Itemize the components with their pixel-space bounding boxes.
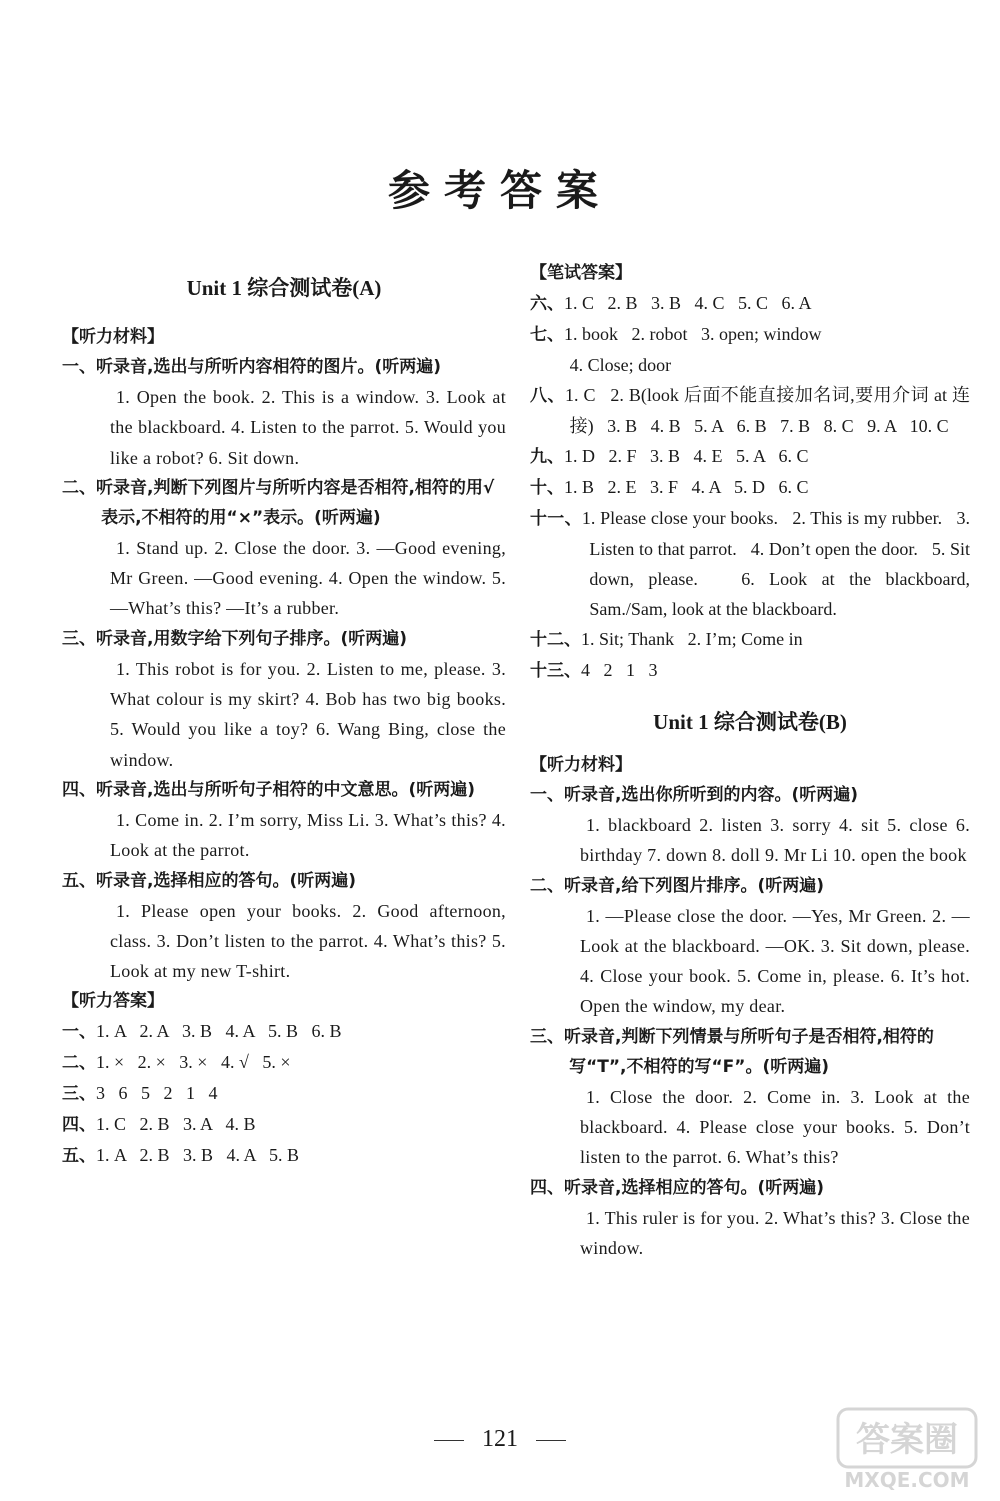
listening-question-4: [530, 1173, 970, 1264]
answer-text: 1. Sit; Thank 2. I’m; Come in: [581, 629, 803, 649]
listening-answer-label: 【听力答案】: [62, 991, 164, 1012]
question-script: 1. —Please close the door. —Yes, Mr Green. 2. —Look at the blackboard. —OK. 3. Sit down, please. 4. Close your book. 5. Come in, please. 6. It’s hot. Open the window, my dear.: [580, 905, 970, 1017]
written-answer-label: 【笔试答案】: [530, 263, 632, 283]
question-script: 1. Close the door. 2. Come in. 3. Look at the blackboard. 4. Please close your books. 5. Don’t listen to the parrot. 6. What’s this?: [580, 1086, 970, 1168]
answer-line: [62, 1109, 506, 1140]
answer-line: [530, 503, 975, 624]
listening-question-2: [530, 871, 970, 1022]
answer-line: [530, 380, 970, 441]
answer-number: 十二、: [530, 630, 581, 650]
answer-line: [530, 288, 970, 319]
question-heading: 二、听录音,给下列图片排序。(听两遍): [530, 875, 824, 896]
answer-text: 1. Please close your books. 2. This is my rubber. 3. Listen to that parrot. 4. Don’t open the door. 5. Sit down, please. 6. Look at the blackboard, Sam./Sam, look at the blackboard.: [581, 508, 975, 619]
listening-question-4: [62, 775, 506, 866]
answer-number: 四、: [62, 1115, 96, 1136]
answer-text: 1. D 2. F 3. B 4. E 5. A 6. C: [564, 446, 809, 466]
answer-text: 1. × 2. × 3. × 4. √ 5. ×: [96, 1052, 291, 1073]
answer-text: 3 6 5 2 1 4: [96, 1083, 218, 1104]
question-script: 1. This robot is for you. 2. Listen to me, please. 3. What colour is my skirt? 4. Bob has two big books. 5. Would you like a toy? 6. Wang Bing, close the window.: [110, 658, 506, 770]
answer-line: [530, 624, 970, 655]
answer-text: 4. Close; door: [569, 355, 672, 375]
page-title: 参考答案: [387, 166, 612, 215]
listening-question-3: [62, 624, 506, 775]
answer-line: [62, 1016, 506, 1047]
answer-text: 1. A 2. B 3. B 4. A 5. B: [96, 1145, 300, 1166]
watermark-logo: [832, 1405, 982, 1493]
listening-question-2: [62, 473, 506, 624]
question-heading: 四、听录音,选出与所听句子相符的中文意思。(听两遍): [62, 779, 475, 800]
answer-number: 五、: [62, 1146, 96, 1167]
answer-line: [530, 319, 970, 350]
answer-line: [530, 655, 970, 686]
watermark-site: MXQE.COM: [844, 1468, 970, 1492]
left-column: [62, 258, 506, 1171]
question-heading: 二、听录音,判断下列图片与所听内容是否相符,相符的用√表示,不相符的用“×”表示。(听两遍): [62, 477, 495, 528]
question-heading: 三、听录音,用数字给下列句子排序。(听两遍): [62, 628, 407, 649]
answer-number: 二、: [62, 1053, 96, 1074]
question-heading: 一、听录音,选出与所听内容相符的图片。(听两遍): [62, 357, 441, 377]
listening-question-1: [62, 352, 506, 473]
question-script: 1. Please open your books. 2. Good afternoon, class. 3. Don’t listen to the parrot. 4. What’s this? 5. Look at my new T-shirt.: [110, 900, 506, 982]
answer-text: 1. B 2. E 3. F 4. A 5. D 6. C: [564, 477, 809, 497]
answer-text: 1. C 2. B 3. B 4. C 5. C 6. A: [564, 293, 812, 313]
answer-line: [530, 441, 970, 472]
answer-text: 1. A 2. A 3. B 4. A 5. B 6. B: [96, 1021, 342, 1042]
answer-number: 八、: [530, 386, 565, 406]
question-heading: 一、听录音,选出你所听到的内容。(听两遍): [530, 785, 858, 805]
answer-line: [530, 472, 970, 503]
answer-line: [62, 1047, 506, 1078]
answer-number: 十一、: [530, 509, 582, 529]
answer-number: 十、: [530, 478, 564, 498]
listening-question-5: [62, 866, 506, 987]
answer-line: [62, 1140, 506, 1171]
question-script: 1. Come in. 2. I’m sorry, Miss Li. 3. What’s this? 4. Look at the parrot.: [110, 809, 506, 861]
answer-number: 一、: [62, 1022, 96, 1043]
page-number: 121: [0, 1426, 1000, 1453]
question-heading: 五、听录音,选择相应的答句。(听两遍): [62, 870, 356, 891]
answer-number: 六、: [530, 294, 564, 314]
unit-b-title: Unit 1 综合测试卷(B): [653, 710, 847, 734]
answer-text: 1. book 2. robot 3. open; window: [564, 324, 822, 344]
answer-text: 1. C 2. B 3. A 4. B: [96, 1114, 256, 1135]
question-heading: 四、听录音,选择相应的答句。(听两遍): [530, 1177, 824, 1198]
answer-number: 九、: [530, 447, 564, 467]
unit-a-title: Unit 1 综合测试卷(A): [186, 276, 382, 300]
question-heading: 三、听录音,判断下列情景与所听句子是否相符,相符的写“T”,不相符的写“F”。(听两遍): [530, 1026, 934, 1077]
question-script: 1. Open the book. 2. This is a window. 3. Look at the blackboard. 4. Listen to the parrot. 5. Would you like a robot? 6. Sit down.: [110, 387, 506, 468]
answer-line: [530, 350, 970, 380]
listening-material-label: 【听力材料】: [62, 327, 164, 347]
listening-question-3: [530, 1022, 970, 1173]
question-script: 1. Stand up. 2. Close the door. 3. —Good evening, Mr Green. —Good evening. 4. Open the window. 5. —What’s this? —It’s a rubber.: [110, 537, 506, 619]
question-script: 1. blackboard 2. listen 3. sorry 4. sit 5. close 6. birthday 7. down 8. doll 9. Mr Li 10. open the book: [580, 815, 970, 866]
answer-text: 1. C 2. B(look 后面不能直接加名词,要用介词 at 连接) 3. B 4. B 5. A 6. B 7. B 8. C 9. A 10. C: [564, 385, 971, 436]
watermark-text: 答案圈: [856, 1420, 958, 1460]
answer-text: 4 2 1 3: [581, 660, 658, 680]
listening-material-label: 【听力材料】: [530, 755, 632, 775]
right-column: [530, 258, 975, 1263]
answer-number: 七、: [530, 325, 564, 345]
answer-number: 三、: [62, 1084, 96, 1105]
question-script: 1. This ruler is for you. 2. What’s this? 3. Close the window.: [580, 1207, 970, 1258]
answer-line: [62, 1078, 506, 1109]
listening-question-1: [530, 780, 970, 871]
answer-number: 十三、: [530, 661, 581, 681]
